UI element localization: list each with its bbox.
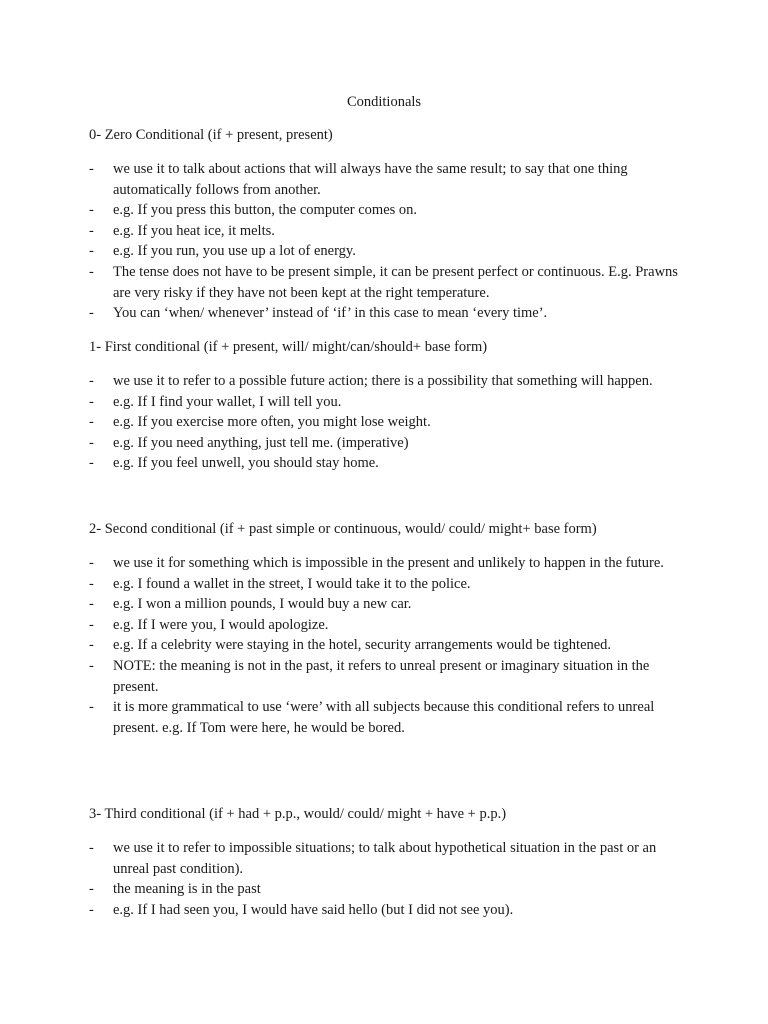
bullet-dash: - [89, 373, 94, 389]
list-item-text: we use it to refer to a possible future action; there is a possibility that something will happen. [113, 373, 653, 389]
section-second-conditional [89, 519, 689, 738]
list-item-text: we use it to talk about actions that will always have the same result; to say that one thing automatically follows from another. [113, 161, 628, 198]
list-item-text: e.g. If I were you, I would apologize. [113, 616, 329, 633]
bullet-dash: - [89, 596, 94, 613]
section-heading: 3- Third conditional (if + had + p.p., would/ could/ might + have + p.p.) [89, 806, 507, 822]
list-item [89, 433, 689, 454]
bullet-dash: - [89, 575, 94, 592]
list-item [89, 879, 689, 900]
bullet-dash: - [89, 657, 94, 674]
list-item [89, 574, 689, 595]
list-item-text: You can ‘when/ whenever’ instead of ‘if’ in this case to mean ‘every time’. [113, 305, 548, 322]
list-item [89, 159, 689, 200]
list-item-text: The tense does not have to be present simple, it can be present perfect or continuous. E.g. Prawns are very risky if they have not been kept at the right temperature. [113, 263, 678, 301]
bullet-list [89, 553, 689, 738]
bullet-dash: - [89, 881, 94, 898]
list-item-text: e.g. If you press this button, the computer comes on. [113, 202, 418, 219]
list-item [89, 303, 689, 324]
list-item [89, 838, 689, 879]
list-item [89, 221, 689, 242]
bullet-dash: - [89, 305, 94, 322]
section-zero-conditional [89, 125, 689, 324]
list-item-text: e.g. I won a million pounds, I would buy a new car. [113, 596, 412, 613]
bullet-dash: - [89, 222, 94, 239]
list-item [89, 656, 689, 697]
list-item [89, 200, 689, 221]
list-item [89, 594, 689, 615]
bullet-dash: - [89, 637, 94, 654]
list-item-text: NOTE: the meaning is not in the past, it refers to unreal present or imaginary situation in the present. [113, 657, 650, 695]
bullet-list [89, 371, 689, 474]
list-item-text: the meaning is in the past [113, 881, 261, 898]
list-item [89, 262, 689, 303]
document-title: Conditionals [346, 94, 422, 110]
section-first-conditional [89, 337, 689, 474]
bullet-dash: - [89, 455, 94, 472]
list-item-text: e.g. If you need anything, just tell me. (imperative) [113, 434, 409, 451]
section-heading: 2- Second conditional (if + past simple or continuous, would/ could/ might+ base form) [89, 521, 597, 537]
list-item [89, 553, 689, 574]
list-item-text: e.g. If a celebrity were staying in the hotel, security arrangements would be tightened. [113, 637, 612, 654]
list-item [89, 392, 689, 413]
list-item [89, 412, 689, 433]
list-item-text: e.g. If you run, you use up a lot of energy. [113, 243, 356, 260]
bullet-dash: - [89, 414, 94, 431]
bullet-dash: - [89, 393, 94, 410]
list-item-text: e.g. If I had seen you, I would have said hello (but I did not see you). [113, 901, 514, 918]
bullet-dash: - [89, 243, 94, 260]
list-item-text: e.g. If you heat ice, it melts. [113, 222, 275, 239]
bullet-dash: - [89, 161, 94, 177]
bullet-dash: - [89, 901, 94, 918]
bullet-dash: - [89, 699, 94, 716]
section-heading: 1- First conditional (if + present, will/ might/can/should+ base form) [89, 339, 488, 355]
bullet-list [89, 838, 689, 920]
bullet-dash: - [89, 263, 94, 280]
list-item [89, 241, 689, 262]
bullet-dash: - [89, 840, 94, 856]
list-item-text: it is more grammatical to use ‘were’ with all subjects because this conditional refers to unreal present. e.g. If Tom were here, he would be bored. [113, 699, 655, 736]
list-item-text: e.g. If you feel unwell, you should stay home. [113, 455, 379, 472]
list-item-text: e.g. If I find your wallet, I will tell you. [113, 393, 342, 410]
list-item [89, 615, 689, 636]
bullet-dash: - [89, 202, 94, 219]
list-item-text: e.g. I found a wallet in the street, I would take it to the police. [113, 575, 471, 592]
bullet-dash: - [89, 555, 94, 571]
list-item-text: we use it to refer to impossible situations; to talk about hypothetical situation in the past or an unreal past condition). [113, 840, 657, 877]
section-third-conditional [89, 804, 689, 920]
list-item [89, 900, 689, 921]
section-heading: 0- Zero Conditional (if + present, present) [89, 127, 333, 143]
list-item [89, 453, 689, 474]
list-item-text: we use it for something which is impossible in the present and unlikely to happen in the future. [113, 555, 664, 571]
list-item [89, 371, 689, 392]
list-item [89, 635, 689, 656]
bullet-list [89, 159, 689, 324]
bullet-dash: - [89, 616, 94, 633]
bullet-dash: - [89, 434, 94, 451]
list-item [89, 697, 689, 738]
list-item-text: e.g. If you exercise more often, you might lose weight. [113, 414, 431, 431]
